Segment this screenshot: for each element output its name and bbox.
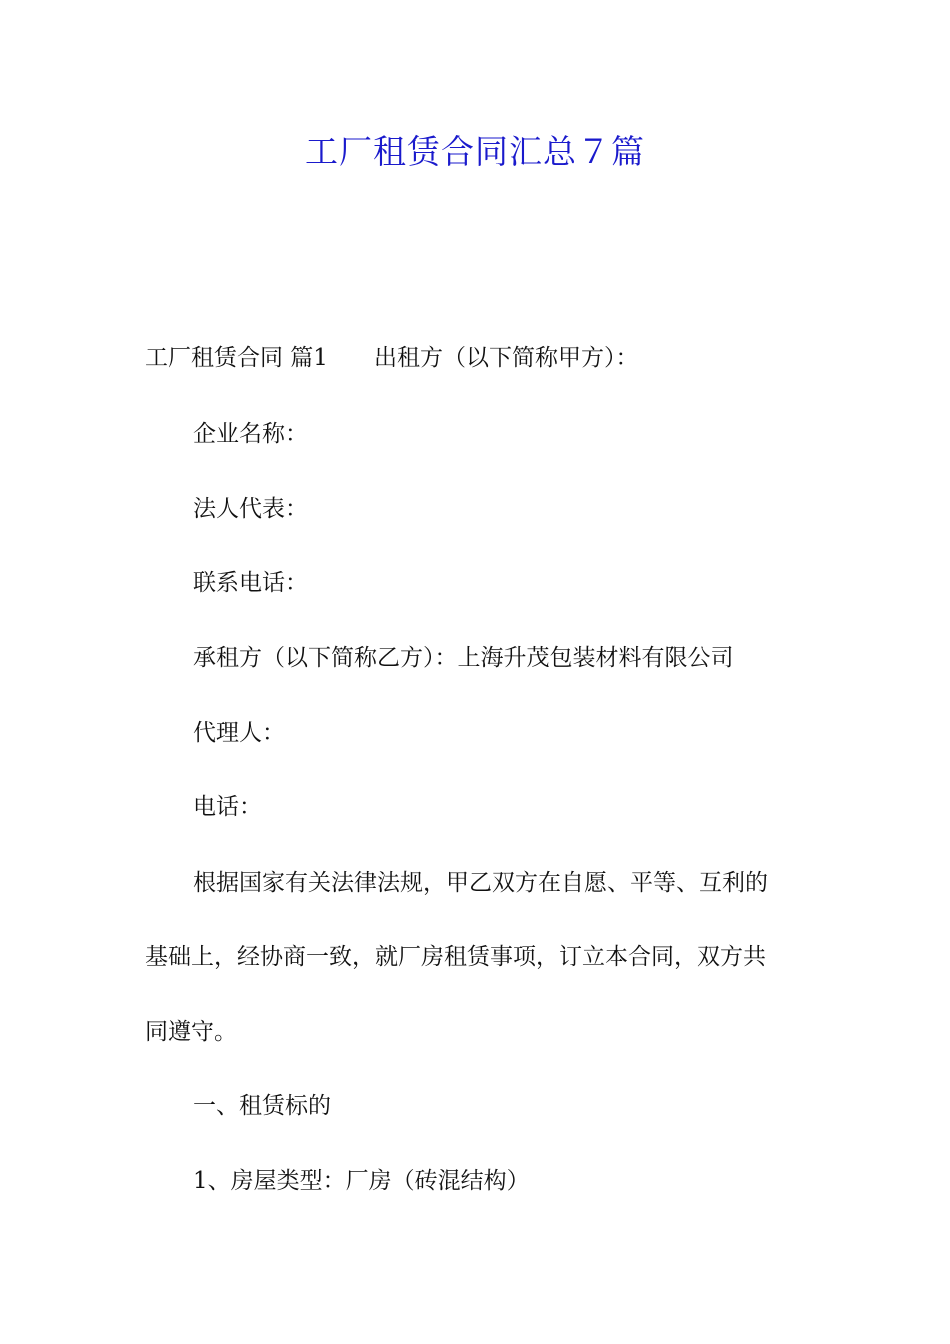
- lessee-line: 承租方（以下简称乙方）：上海升茂包装材料有限公司: [193, 645, 734, 671]
- paragraph-line-2: 基础上，经协商一致，就厂房租赁事项，订立本合同，双方共: [145, 944, 766, 970]
- legal-representative-field: 法人代表：: [193, 496, 308, 522]
- section-heading-line: [145, 341, 638, 375]
- document-title: 工厂租赁合同汇总７篇: [305, 132, 645, 171]
- agent-field: 代理人：: [193, 720, 285, 746]
- company-name-field: 企业名称：: [193, 421, 308, 447]
- clause-item-1: 1、房屋类型：厂房（砖混结构）: [193, 1168, 530, 1194]
- clause-heading: 一、租赁标的: [193, 1093, 331, 1119]
- phone-field: 电话：: [193, 794, 262, 820]
- section-heading: 工厂租赁合同 篇1: [145, 345, 328, 371]
- lessor-label: 出租方（以下简称甲方）：: [373, 345, 639, 371]
- contact-phone-field: 联系电话：: [193, 570, 308, 596]
- paragraph-line-3: 同遵守。: [145, 1019, 237, 1045]
- paragraph-line-1: 根据国家有关法律法规，甲乙双方在自愿、平等、互利的: [193, 870, 768, 896]
